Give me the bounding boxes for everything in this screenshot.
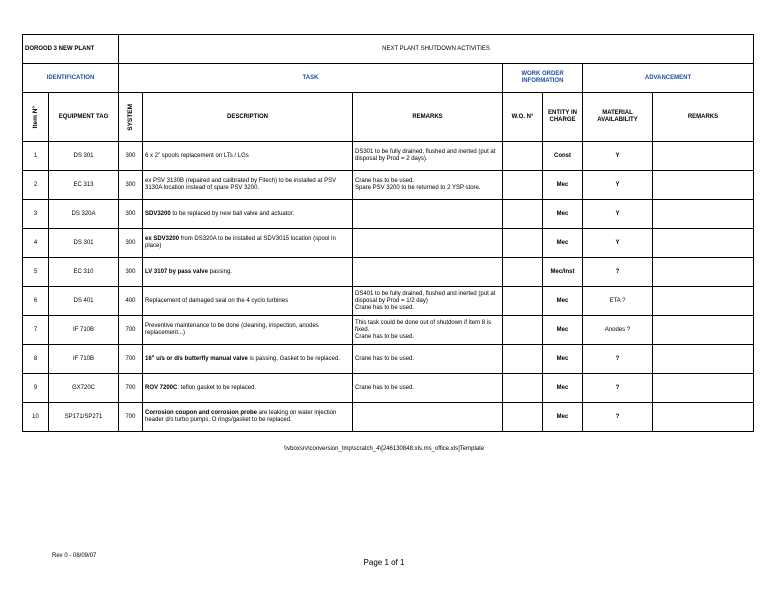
material-availability: Y: [583, 142, 653, 171]
material-availability: Y: [583, 200, 653, 229]
entity-in-charge: Const: [543, 142, 583, 171]
description-bold: ex SDV3200: [145, 236, 180, 242]
remarks-cell: [353, 287, 503, 316]
remark-line: Spare PSV 3200 to be returned to 2 YSP store.: [355, 185, 481, 191]
advancement-remarks: [653, 258, 754, 287]
entity-in-charge: Mec: [543, 229, 583, 258]
shutdown-activities-table: [22, 34, 754, 432]
remarks-cell: [353, 258, 503, 287]
table-row: [23, 258, 754, 287]
work-order-number: [503, 316, 543, 345]
material-availability: ?: [583, 258, 653, 287]
table-row: [23, 316, 754, 345]
description-cell: [143, 229, 353, 258]
advancement-remarks: [653, 229, 754, 258]
entity-column-header: ENTITY IN CHARGE: [543, 93, 583, 142]
remark-line: Crane has to be used.: [355, 178, 415, 184]
work-order-number: [503, 374, 543, 403]
entity-in-charge: Mec: [543, 345, 583, 374]
description-bold: ROV 7200C: [145, 384, 178, 391]
work-order-number: [503, 171, 543, 200]
description-text: from DS320A to be installed at SDV3015 location (spool in place): [145, 236, 336, 249]
description-cell: [143, 200, 353, 229]
equipment-tag: EC 313: [49, 171, 119, 200]
equipment-tag: DS 301: [49, 229, 119, 258]
table-row: [23, 229, 754, 258]
remark-line: Crane has to be used.: [355, 384, 415, 391]
remarks-cell: [353, 403, 503, 432]
table-row: [23, 142, 754, 171]
description-text: Preventive maintenance to be done (cleaning, inspection, anodes replacement...): [145, 323, 319, 336]
remarks-cell: [353, 345, 503, 374]
remark-line: Crane has to be used.: [355, 304, 415, 311]
description-text: are leaking on water injection header d/s turbo pumps. O rings/gasket to be replaced.: [145, 410, 337, 423]
description-cell: [143, 374, 353, 403]
remarks-cell: [353, 316, 503, 345]
remarks2-column-header: REMARKS: [653, 93, 754, 142]
work-order-number: [503, 229, 543, 258]
remarks-cell: [353, 142, 503, 171]
material-availability: Y: [583, 229, 653, 258]
advancement-header: ADVANCEMENT: [583, 64, 754, 93]
item-column-header: Item N°: [23, 93, 49, 142]
table-row: [23, 374, 754, 403]
material-availability: ETA ?: [583, 287, 653, 316]
system-code: 700: [119, 374, 143, 403]
remark-line: fixed.: [355, 326, 370, 333]
system-code: 300: [119, 229, 143, 258]
description-bold: LV 3107 by pass valve: [145, 268, 208, 275]
description-text: : teflon gasket to be replaced.: [177, 384, 257, 391]
work-order-number: [503, 200, 543, 229]
work-order-number: [503, 345, 543, 374]
wo-column-header: W.O. N°: [503, 93, 543, 142]
equipment-tag: DS 320A: [49, 200, 119, 229]
description-text: is passing. Gasket to be replaced.: [247, 355, 340, 362]
entity-in-charge: Mec: [543, 171, 583, 200]
advancement-remarks: [653, 345, 754, 374]
material-availability: Anodes ?: [583, 316, 653, 345]
equipment-tag: GX720C: [49, 374, 119, 403]
description-column-header: DESCRIPTION: [143, 93, 353, 142]
system-code: 700: [119, 345, 143, 374]
advancement-remarks: [653, 374, 754, 403]
description-cell: [143, 171, 353, 200]
page-title: NEXT PLANT SHUTDOWN ACTIVITIES: [119, 35, 754, 64]
description-cell: [143, 142, 353, 171]
task-header: TASK: [119, 64, 503, 93]
equipment-tag: IF 710B: [49, 316, 119, 345]
material-availability: Y: [583, 171, 653, 200]
item-number: 10: [23, 403, 49, 432]
remark-line: Crane has to be used.: [355, 333, 415, 340]
equipment-tag: SP171/SP271: [49, 403, 119, 432]
entity-in-charge: Mec: [543, 287, 583, 316]
item-number: 6: [23, 287, 49, 316]
equipment-tag: DS 301: [49, 142, 119, 171]
description-cell: [143, 345, 353, 374]
description-text: to be replaced by new ball valve and actuator.: [170, 210, 295, 217]
work-order-number: [503, 403, 543, 432]
item-number: 9: [23, 374, 49, 403]
material-column-header: MATERIAL AVAILABILITY: [583, 93, 653, 142]
remarks-column-header: REMARKS: [353, 93, 503, 142]
description-text: ex PSV 3130B (repaired and calibrated by Fitech) to be installed at PSV 3130A location instead of spare PSV 3200.: [145, 178, 337, 191]
work-order-number: [503, 142, 543, 171]
work-order-number: [503, 258, 543, 287]
description-text: Replacement of damaged seal on the 4 cyclo turbines: [145, 297, 289, 304]
description-text: passing.: [207, 268, 232, 275]
system-code: 400: [119, 287, 143, 316]
system-code: 700: [119, 403, 143, 432]
entity-in-charge: Mec: [543, 200, 583, 229]
system-code: 300: [119, 142, 143, 171]
material-availability: ?: [583, 345, 653, 374]
description-cell: [143, 258, 353, 287]
work-order-header: WORK ORDER INFORMATION: [503, 64, 583, 93]
entity-in-charge: Mec: [543, 403, 583, 432]
remarks-cell: [353, 171, 503, 200]
material-availability: ?: [583, 403, 653, 432]
equipment-tag: EC 310: [49, 258, 119, 287]
remark-line: disposal by Prod = 1/2 day): [355, 297, 428, 304]
system-code: 300: [119, 171, 143, 200]
equipment-tag: IF 710B: [49, 345, 119, 374]
remark-line: DS301 to be fully drained, flushed and inerted (put at: [355, 149, 496, 155]
item-number: 2: [23, 171, 49, 200]
equipment-tag: DS 401: [49, 287, 119, 316]
item-number: 5: [23, 258, 49, 287]
entity-in-charge: Mec/Inst: [543, 258, 583, 287]
remarks-cell: [353, 200, 503, 229]
advancement-remarks: [653, 287, 754, 316]
system-code: 300: [119, 200, 143, 229]
page-number: Page 1 of 1: [363, 558, 405, 567]
advancement-remarks: [653, 171, 754, 200]
table-row: [23, 171, 754, 200]
system-code: 700: [119, 316, 143, 345]
system-code: 300: [119, 258, 143, 287]
description-cell: [143, 403, 353, 432]
remark-line: disposal by Prod = 2 days).: [355, 156, 428, 162]
advancement-remarks: [653, 316, 754, 345]
material-availability: ?: [583, 374, 653, 403]
advancement-remarks: [653, 200, 754, 229]
entity-in-charge: Mec: [543, 374, 583, 403]
remark-line: DS401 to be fully drained, flushed and inerted (put at: [355, 290, 496, 297]
description-cell: [143, 287, 353, 316]
description-bold: SDV3200: [145, 210, 171, 217]
plant-name: DOROOD 3 NEW PLANT: [23, 35, 119, 64]
item-number: 8: [23, 345, 49, 374]
system-column-header: SYSTEM: [119, 93, 143, 142]
table-row: [23, 403, 754, 432]
table-row: [23, 287, 754, 316]
remark-line: This task could be done out of shutdown if item 8 is: [355, 319, 492, 326]
equipment-column-header: EQUIPMENT TAG: [49, 93, 119, 142]
entity-in-charge: Mec: [543, 316, 583, 345]
item-number: 7: [23, 316, 49, 345]
description-bold: 16" u/s or d/s butterfly manual valve: [145, 355, 248, 362]
identification-header: IDENTIFICATION: [23, 64, 119, 93]
remarks-cell: [353, 229, 503, 258]
remark-line: Crane has to be used.: [355, 355, 415, 362]
revision-note: Rev 0 - 08/09/07: [52, 553, 97, 559]
file-path: \\vboxsrv\conversion_tmp\scratch_4\[246130848.xls.ms_office.xls]Template: [283, 446, 485, 452]
table-row: [23, 200, 754, 229]
item-number: 3: [23, 200, 49, 229]
item-number: 1: [23, 142, 49, 171]
description-text: 6 x 2" spools replacement on LTs / LGs: [145, 152, 249, 159]
advancement-remarks: [653, 142, 754, 171]
advancement-remarks: [653, 403, 754, 432]
description-cell: [143, 316, 353, 345]
work-order-number: [503, 287, 543, 316]
remarks-cell: [353, 374, 503, 403]
item-number: 4: [23, 229, 49, 258]
table-row: [23, 345, 754, 374]
description-bold: Corrosion coupon and corrosion probe: [145, 410, 258, 416]
